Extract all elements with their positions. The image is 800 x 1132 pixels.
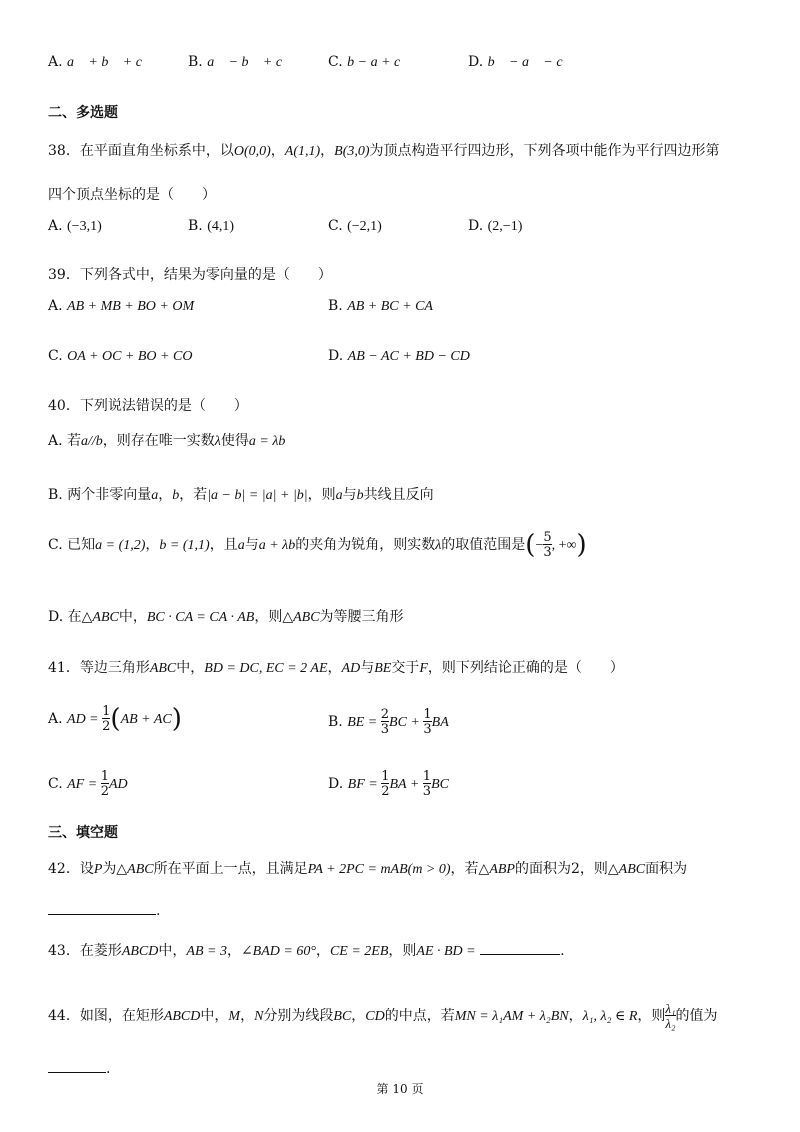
option-label: A.	[48, 711, 63, 727]
fraction	[101, 770, 109, 798]
q37-option-d	[468, 54, 573, 71]
math: λ	[214, 434, 221, 449]
q38-stem-line2: 四个顶点坐标的是（ ）	[48, 187, 216, 203]
text: .	[106, 1061, 111, 1077]
q39-option-a	[48, 298, 194, 315]
point-a: A(1,1)	[284, 144, 321, 159]
text: 设	[79, 861, 94, 877]
math: BC +	[389, 715, 424, 730]
option-label: B.	[188, 218, 203, 234]
math: λ	[435, 538, 442, 553]
math: CD	[365, 1009, 385, 1024]
math: PA + 2PC = mAB(m > 0)	[307, 862, 451, 877]
q37-option-b	[188, 54, 293, 71]
math: a	[151, 488, 159, 503]
math: BC	[333, 1009, 352, 1024]
numerator: λ₁	[665, 1001, 676, 1016]
paren: (	[525, 530, 536, 560]
text: 中，	[176, 660, 205, 676]
math: △ABC	[81, 610, 119, 625]
text: 下列说法错误的是（ ）	[79, 398, 248, 414]
math: b = (1,1)	[159, 538, 210, 553]
numerator: 2	[380, 707, 390, 722]
q41-stem	[48, 657, 624, 677]
q40-option-b	[48, 484, 434, 504]
text: 为	[102, 861, 117, 877]
paren: (	[110, 704, 121, 734]
math: △ABC	[282, 610, 320, 625]
q40-option-a	[48, 430, 285, 450]
math: BF =	[347, 777, 382, 792]
fraction	[543, 531, 551, 559]
math: λ₁, λ₂ ∈ R	[582, 1009, 638, 1024]
q38-option-d	[468, 218, 522, 235]
q40-stem	[48, 395, 248, 415]
math: M	[228, 1009, 241, 1024]
text: ，则存在唯一实数	[102, 433, 215, 449]
text: 交于	[391, 660, 420, 676]
math: △ABP	[478, 862, 515, 877]
option-expr: (−2,1)	[347, 219, 382, 234]
question-number: 44．	[48, 1008, 80, 1024]
math: |a − b| = |a| + |b|	[207, 488, 308, 503]
text: 在菱形	[79, 943, 122, 959]
numerator: 1	[422, 769, 432, 784]
paren: )	[576, 530, 587, 560]
option-expr: a⃗ + b⃗ + c⃗	[67, 55, 153, 70]
text: 在	[67, 609, 82, 625]
text: .	[156, 903, 161, 919]
math: BD = DC, EC = 2 AE	[204, 661, 328, 676]
text: 分别为线段	[263, 1008, 334, 1024]
section-title-multiple-choice: 二、多选题	[48, 105, 118, 121]
text: ，	[145, 537, 160, 553]
math: BE	[374, 661, 392, 676]
q37-option-a	[48, 54, 153, 71]
denominator: 3	[422, 784, 432, 799]
question-number: 38．	[48, 143, 80, 159]
option-label: D.	[48, 609, 64, 625]
text: .	[560, 943, 565, 959]
q41-option-c	[48, 770, 128, 798]
q39-option-b	[328, 298, 433, 315]
text: 共线且反向	[363, 487, 434, 503]
text: ，	[351, 1008, 366, 1024]
text: 的中点，若	[384, 1008, 455, 1024]
option-expr: (4,1)	[207, 219, 235, 234]
math: F	[419, 661, 428, 676]
math: AF =	[67, 777, 101, 792]
text: 等边三角形	[79, 660, 150, 676]
option-label: C.	[48, 348, 63, 364]
math: BC · CA = CA · AB	[146, 610, 255, 625]
text: ，	[240, 1008, 255, 1024]
option-label: C.	[48, 776, 63, 792]
option-label: D.	[468, 218, 484, 234]
math: b	[356, 488, 364, 503]
text: 中，	[118, 609, 147, 625]
option-label: A.	[48, 433, 63, 449]
option-label: B.	[188, 54, 203, 70]
text: ，则	[388, 943, 417, 959]
math: △ABC	[607, 862, 646, 877]
math: BA +	[389, 777, 423, 792]
q39-option-c	[48, 348, 192, 365]
text: 面积为	[645, 861, 688, 877]
text: 中，	[158, 943, 187, 959]
option-label: C.	[328, 54, 343, 70]
text: ，则下列结论正确的是（ ）	[427, 660, 624, 676]
text: 的夹角为锐角，则实数	[295, 537, 436, 553]
math: AD	[108, 777, 128, 792]
text: 为等腰三角形	[319, 609, 404, 625]
text: 与	[360, 660, 375, 676]
math: AD	[341, 661, 361, 676]
q44-answer-line	[48, 1058, 110, 1077]
text: ，	[315, 943, 330, 959]
q38-option-b	[188, 218, 234, 235]
math: AE · BD =	[416, 944, 476, 959]
math: ABCD	[163, 1009, 201, 1024]
question-number: 40．	[48, 398, 80, 414]
question-number: 42．	[48, 861, 80, 877]
text: ，	[158, 487, 173, 503]
q42-stem	[48, 858, 687, 878]
text: 在平面直角坐标系中，以	[79, 143, 234, 159]
math: ABCD	[121, 944, 159, 959]
option-label: B.	[328, 714, 343, 730]
point-o: O(0,0)	[233, 144, 271, 159]
option-expr: b⃗ − a⃗ − c⃗	[487, 55, 574, 70]
numerator: 1	[102, 704, 111, 719]
text: ，	[320, 143, 335, 159]
math: AD =	[67, 712, 103, 727]
text: 所在平面上一点，且满足	[153, 861, 308, 877]
option-label: A.	[48, 54, 63, 70]
denominator: 2	[100, 784, 109, 799]
text: 如图，在矩形	[79, 1008, 164, 1024]
numerator: 5	[543, 530, 552, 545]
math: , +∞	[551, 538, 577, 553]
q37-option-c	[328, 54, 400, 71]
question-number: 41．	[48, 660, 80, 676]
text: 使得	[220, 433, 249, 449]
option-label: B.	[328, 298, 343, 314]
fraction	[381, 708, 389, 736]
math: BA	[431, 715, 449, 730]
option-label: D.	[328, 776, 344, 792]
option-expr: AB + MB + BO + OM	[67, 299, 195, 314]
math: AB + AC	[120, 712, 172, 727]
q41-option-b	[328, 708, 449, 736]
text: 与	[342, 487, 357, 503]
section-title-fill-in: 三、填空题	[48, 825, 118, 841]
math: △ABC	[116, 862, 154, 877]
text: ，	[568, 1008, 583, 1024]
math: BC	[431, 777, 449, 792]
answer-blank[interactable]	[480, 940, 560, 955]
math: a = (1,2)	[95, 538, 146, 553]
text: 的值为	[675, 1008, 718, 1024]
q42-answer-line	[48, 900, 160, 919]
text: ，则	[637, 1008, 666, 1024]
option-expr: OA + OC + BO + CO	[67, 349, 193, 364]
math: CE = 2EB	[329, 944, 389, 959]
option-label: C.	[328, 218, 343, 234]
math: N	[254, 1009, 264, 1024]
fraction	[423, 770, 431, 798]
q39-option-d	[328, 348, 470, 365]
math: AB = 3	[186, 944, 227, 959]
fraction	[665, 1002, 675, 1030]
text: 下列各式中，结果为零向量的是（ ）	[79, 267, 332, 283]
math: a	[237, 538, 245, 553]
math: a = λb	[248, 434, 286, 449]
math: P	[93, 862, 103, 877]
page-number: 第 10 页	[376, 1082, 424, 1096]
denominator: 3	[543, 545, 552, 560]
math: BE =	[347, 715, 381, 730]
option-expr: b − a + c	[347, 55, 401, 70]
q38-stem-line1	[48, 140, 720, 160]
option-expr: AB − AC + BD − CD	[347, 349, 470, 364]
option-label: B.	[48, 487, 63, 503]
text: 若	[67, 433, 82, 449]
numerator: 1	[423, 707, 432, 722]
text: ，若	[179, 487, 208, 503]
option-label: D.	[468, 54, 484, 70]
answer-blank[interactable]	[48, 900, 156, 915]
option-label: A.	[48, 218, 63, 234]
paren: )	[171, 704, 182, 734]
math: a	[335, 488, 343, 503]
q38-option-c	[328, 218, 382, 235]
math: b	[172, 488, 180, 503]
text: 为顶点构造平行四边形，下列各项中能作为平行四边形第	[369, 143, 720, 159]
answer-blank[interactable]	[48, 1058, 106, 1073]
question-number: 39．	[48, 267, 80, 283]
text: ，若	[450, 861, 479, 877]
math: MN = λ₁AM + λ₂BN	[454, 1009, 569, 1024]
q41-option-d	[328, 770, 449, 798]
math: a//b	[81, 434, 103, 449]
question-number: 43．	[48, 943, 80, 959]
option-expr: AB + BC + CA	[347, 299, 433, 314]
text: ，	[270, 143, 285, 159]
q41-option-a	[48, 704, 182, 734]
text: 与	[244, 537, 259, 553]
q44-stem	[48, 1002, 718, 1030]
q40-option-d	[48, 606, 404, 626]
q38-option-a	[48, 218, 102, 235]
q40-option-c	[48, 530, 587, 560]
q43-stem	[48, 940, 565, 960]
math: ABC	[149, 661, 177, 676]
option-expr: a⃗ − b⃗ + c⃗	[207, 55, 293, 70]
text: ，且	[209, 537, 238, 553]
q39-stem	[48, 264, 332, 284]
text: 中，	[200, 1008, 229, 1024]
text: 两个非零向量	[67, 487, 152, 503]
denominator: 3	[380, 722, 390, 737]
text: 的取值范围是	[441, 537, 526, 553]
text: ，则	[307, 487, 336, 503]
denominator: 2	[102, 719, 111, 734]
denominator: 3	[423, 722, 432, 737]
text: ，则	[254, 609, 283, 625]
numerator: 1	[381, 769, 390, 784]
text: ，	[226, 943, 241, 959]
option-label: C.	[48, 537, 63, 553]
math: −	[535, 538, 544, 553]
option-label: D.	[328, 348, 344, 364]
fraction	[423, 708, 431, 736]
text: ，	[327, 660, 342, 676]
option-expr: (2,−1)	[487, 219, 523, 234]
text: 的面积为2，则	[514, 861, 608, 877]
option-expr: (−3,1)	[67, 219, 102, 234]
denominator: λ₂	[665, 1016, 676, 1031]
numerator: 1	[100, 769, 109, 784]
option-label: A.	[48, 298, 63, 314]
math: ∠BAD = 60°	[240, 944, 316, 959]
text: 已知	[67, 537, 96, 553]
math: a + λb	[258, 538, 296, 553]
denominator: 2	[381, 784, 390, 799]
point-b: B(3,0)	[334, 144, 370, 159]
